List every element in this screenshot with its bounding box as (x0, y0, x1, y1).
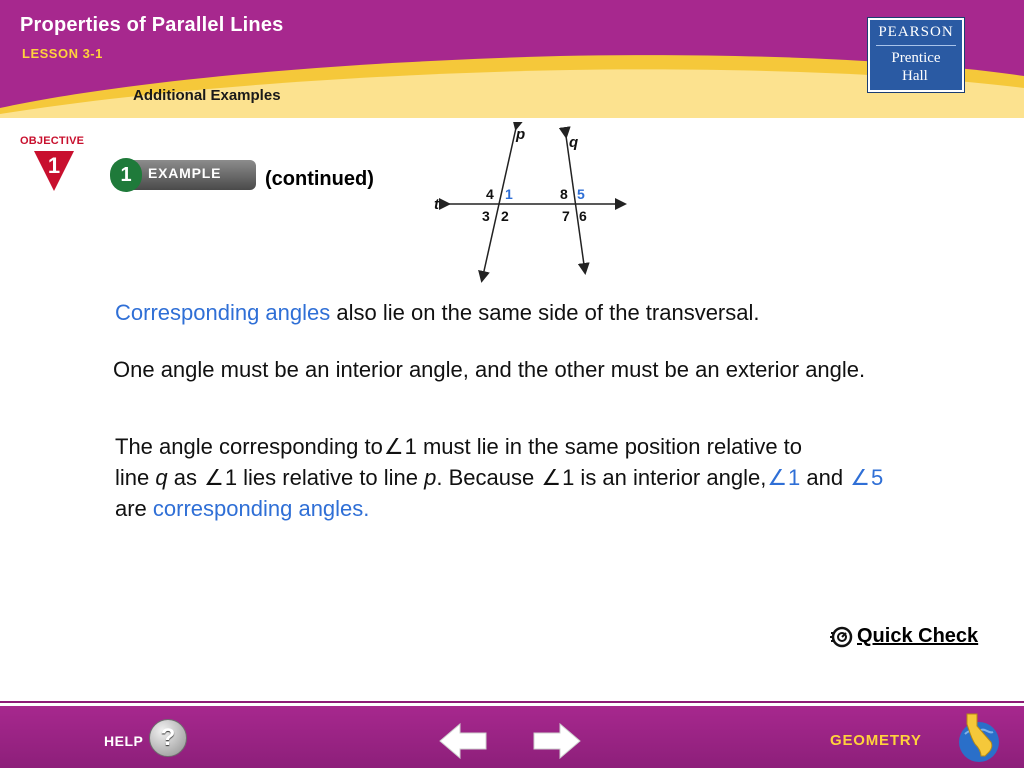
geometry-brand: GEOMETRY (830, 732, 922, 749)
angle-2-label: 2 (501, 208, 509, 224)
p3-angle-5: 5 (870, 465, 884, 490)
parallel-lines-diagram (428, 122, 638, 284)
angle-8-label: 8 (560, 186, 568, 202)
lesson-label: LESSON 3-1 (22, 46, 103, 61)
objective-triangle-icon (20, 135, 90, 195)
previous-arrow-icon[interactable] (438, 722, 488, 760)
pearson-logo (868, 18, 964, 92)
angle-symbol-icon: ∠ (383, 434, 404, 459)
example-number: 1 (110, 158, 142, 192)
p3-line-q: q (155, 465, 168, 490)
p3-angle-1: 1 (788, 465, 801, 490)
logo-line-2: Prentice (891, 50, 941, 66)
footer-divider (0, 701, 1024, 703)
angle-6-label: 6 (579, 208, 587, 224)
p1-text: also lie on the same side of the transversal. (330, 300, 760, 325)
quick-check-link[interactable] (829, 622, 978, 650)
p3-are: are (115, 496, 153, 521)
page-title: Properties of Parallel Lines (20, 14, 284, 36)
angle-7-label: 7 (562, 208, 570, 224)
continued-note: (continued) (265, 168, 374, 190)
help-label: HELP (104, 733, 144, 749)
p3-text-c: line (115, 465, 156, 490)
globe-state-icon (955, 712, 1003, 764)
objective-badge (20, 135, 90, 195)
term-corresponding-angles: Corresponding angles (115, 300, 331, 325)
section-subtitle: Additional Examples (133, 87, 281, 104)
p3-and: and (800, 465, 850, 490)
paragraph-explanation (115, 431, 1005, 524)
angle-3-label: 3 (482, 208, 490, 224)
stopwatch-icon (829, 624, 853, 648)
example-badge (110, 158, 256, 192)
p3-line-p: p (424, 465, 437, 490)
angle-symbol-icon: ∠ (850, 465, 870, 490)
help-button[interactable]: ? (149, 719, 187, 757)
label-q: q (569, 134, 579, 151)
label-p: p (516, 126, 526, 143)
objective-label: OBJECTIVE (20, 135, 85, 147)
p3-text-e: 1 lies relative to line (224, 465, 425, 490)
next-arrow-icon[interactable] (532, 722, 582, 760)
quick-check-label[interactable]: Quick Check (857, 624, 979, 647)
p3-text-a: The angle corresponding to (115, 434, 383, 459)
p3-text-f: . Because (436, 465, 541, 490)
angle-5-label: 5 (577, 186, 585, 202)
p3-text-b: 1 must lie in the same position relative to (404, 434, 803, 459)
label-t: t (434, 196, 439, 213)
logo-line-3: Hall (902, 68, 928, 84)
example-label: EXAMPLE (148, 165, 222, 181)
logo-line-1: PEARSON (878, 24, 954, 40)
objective-number: 1 (47, 153, 61, 178)
angle-symbol-icon: ∠ (767, 465, 788, 490)
p3-text-d: as (167, 465, 204, 490)
paragraph-corresponding-definition (115, 297, 760, 328)
angle-symbol-icon: ∠ (204, 465, 224, 490)
angle-symbol-icon: ∠ (541, 465, 562, 490)
paragraph-interior-exterior: One angle must be an interior angle, and the other must be an exterior angle. (113, 357, 866, 382)
angle-4-label: 4 (486, 186, 494, 202)
term-corresponding-angles-conclusion: corresponding angles. (152, 496, 370, 521)
header-banner (0, 0, 1024, 118)
logo-divider (876, 45, 956, 46)
p3-text-g: 1 is an interior angle, (562, 465, 767, 490)
angle-1-label: 1 (505, 186, 513, 202)
